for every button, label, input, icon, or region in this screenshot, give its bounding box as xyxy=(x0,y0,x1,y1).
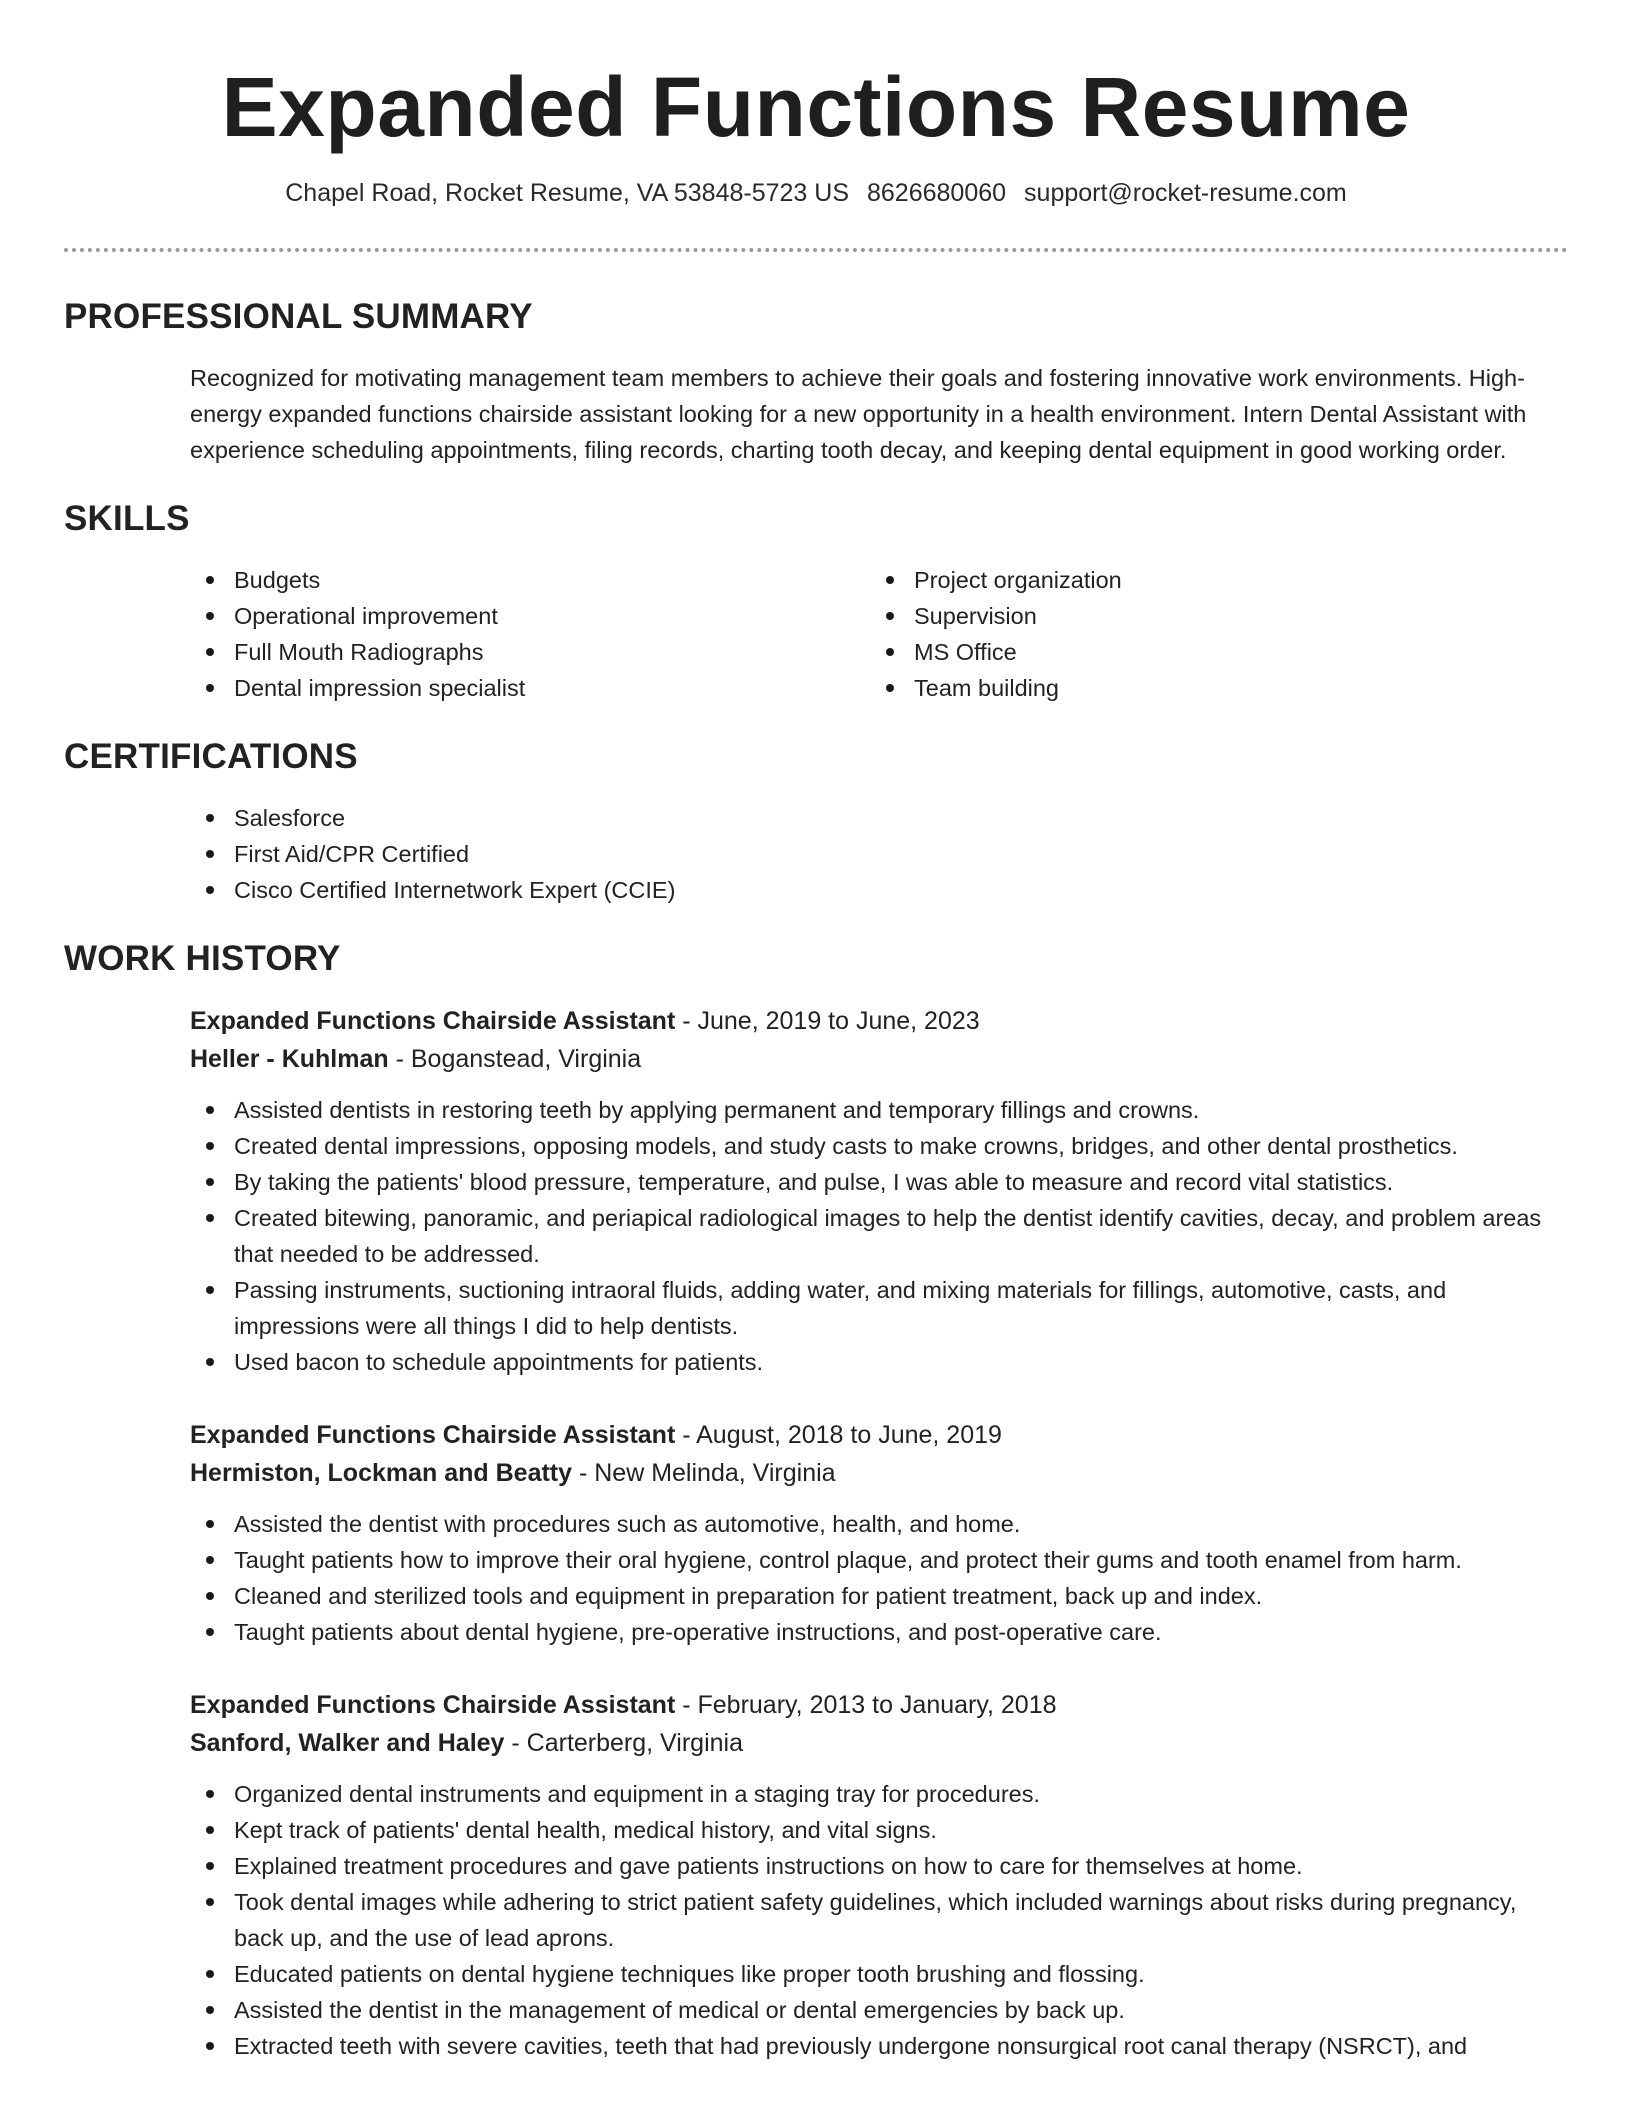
certifications-section xyxy=(64,736,1568,908)
job-dates: - February, 2013 to January, 2018 xyxy=(675,1691,1057,1719)
work-history-heading: WORK HISTORY xyxy=(64,939,341,978)
job-duty: Taught patients how to improve their oral hygiene, control plaque, and protect their gums and tooth enamel from harm. xyxy=(190,1542,1568,1578)
job-company-line xyxy=(190,1040,1568,1078)
job-company-line xyxy=(190,1454,1568,1492)
skill-item: Team building xyxy=(870,670,1550,706)
job-duty: Created bitewing, panoramic, and periapical radiological images to help the dentist identify cavities, decay, and problem areas that needed to be addressed. xyxy=(190,1200,1568,1272)
resume-title: Expanded Functions Resume xyxy=(221,60,1411,154)
certifications-list xyxy=(64,800,1568,908)
header-divider xyxy=(64,248,1568,252)
contact-phone: 8626680060 xyxy=(867,179,1007,207)
job-duties-list xyxy=(190,1092,1568,1380)
contact-address: Chapel Road, Rocket Resume, VA 53848-5723 US xyxy=(285,179,849,207)
skills-section xyxy=(64,498,1568,706)
skill-item: MS Office xyxy=(870,634,1550,670)
job-duty: Educated patients on dental hygiene techniques like proper tooth brushing and flossing. xyxy=(190,1956,1568,1992)
job-title-line xyxy=(190,1002,1568,1040)
summary-heading: PROFESSIONAL SUMMARY xyxy=(64,297,533,336)
skill-item: Dental impression specialist xyxy=(190,670,870,706)
job-title: Expanded Functions Chairside Assistant xyxy=(190,1007,676,1035)
job-duty: Assisted dentists in restoring teeth by applying permanent and temporary fillings and crowns. xyxy=(190,1092,1568,1128)
job-dates: - August, 2018 to June, 2019 xyxy=(675,1421,1002,1449)
skill-item: Budgets xyxy=(190,562,870,598)
job-duty: Taught patients about dental hygiene, pre-operative instructions, and post-operative care. xyxy=(190,1614,1568,1650)
contact-line xyxy=(64,176,1568,210)
job-duty: Created dental impressions, opposing models, and study casts to make crowns, bridges, and other dental prosthetics. xyxy=(190,1128,1568,1164)
job-duties-list xyxy=(190,1506,1568,1650)
job-dates: - June, 2019 to June, 2023 xyxy=(675,1007,980,1035)
job-duty: Passing instruments, suctioning intraoral fluids, adding water, and mixing materials for fillings, automotive, casts, and impressions were all things I did to help dentists. xyxy=(190,1272,1568,1344)
job-location: - Carterberg, Virginia xyxy=(504,1729,743,1757)
certifications-heading: CERTIFICATIONS xyxy=(64,737,358,776)
certification-item: Salesforce xyxy=(190,800,1568,836)
job-duty: Kept track of patients' dental health, medical history, and vital signs. xyxy=(190,1812,1568,1848)
job-duty: Used bacon to schedule appointments for patients. xyxy=(190,1344,1568,1380)
summary-section xyxy=(64,296,1568,468)
work-history-section xyxy=(64,938,1568,2064)
job-entry xyxy=(64,1686,1568,2064)
job-title: Expanded Functions Chairside Assistant xyxy=(190,1421,676,1449)
job-title: Expanded Functions Chairside Assistant xyxy=(190,1691,676,1719)
job-company: Sanford, Walker and Haley xyxy=(190,1729,505,1757)
job-duty: Organized dental instruments and equipment in a staging tray for procedures. xyxy=(190,1776,1568,1812)
skill-item: Project organization xyxy=(870,562,1550,598)
job-company: Hermiston, Lockman and Beatty xyxy=(190,1459,573,1487)
job-location: - Boganstead, Virginia xyxy=(388,1045,642,1073)
job-title-line xyxy=(190,1416,1568,1454)
skills-grid xyxy=(64,562,1568,706)
job-duty: Assisted the dentist in the management of medical or dental emergencies by back up. xyxy=(190,1992,1568,2028)
skills-heading: SKILLS xyxy=(64,499,190,538)
job-duty: Extracted teeth with severe cavities, teeth that had previously undergone nonsurgical root canal therapy (NSRCT), and xyxy=(190,2028,1568,2064)
job-duty: Cleaned and sterilized tools and equipment in preparation for patient treatment, back up and index. xyxy=(190,1578,1568,1614)
job-duty: Assisted the dentist with procedures such as automotive, health, and home. xyxy=(190,1506,1568,1542)
job-company-line xyxy=(190,1724,1568,1762)
skills-right-column xyxy=(870,562,1550,706)
summary-text: Recognized for motivating management team members to achieve their goals and fostering innovative work environments. High-energy expanded functions chairside assistant looking for a new opportunity in a health environment. Intern Dental Assistant with experience scheduling appointments, filing records, charting tooth decay, and keeping dental equipment in good working order. xyxy=(190,365,1527,463)
certification-item: First Aid/CPR Certified xyxy=(190,836,1568,872)
skill-item: Full Mouth Radiographs xyxy=(190,634,870,670)
skill-item: Supervision xyxy=(870,598,1550,634)
job-title-line xyxy=(190,1686,1568,1724)
job-duties-list xyxy=(190,1776,1568,2064)
job-duty: Took dental images while adhering to strict patient safety guidelines, which included warnings about risks during pregnancy, back up, and the use of lead aprons. xyxy=(190,1884,1568,1956)
job-duty: By taking the patients' blood pressure, temperature, and pulse, I was able to measure and record vital statistics. xyxy=(190,1164,1568,1200)
skills-left-column xyxy=(190,562,870,706)
skill-item: Operational improvement xyxy=(190,598,870,634)
contact-email: support@rocket-resume.com xyxy=(1024,179,1347,207)
job-company: Heller - Kuhlman xyxy=(190,1045,389,1073)
job-location: - New Melinda, Virginia xyxy=(572,1459,836,1487)
job-entry xyxy=(64,1002,1568,1380)
certification-item: Cisco Certified Internetwork Expert (CCIE) xyxy=(190,872,1568,908)
job-entry xyxy=(64,1416,1568,1650)
job-duty: Explained treatment procedures and gave patients instructions on how to care for themselves at home. xyxy=(190,1848,1568,1884)
